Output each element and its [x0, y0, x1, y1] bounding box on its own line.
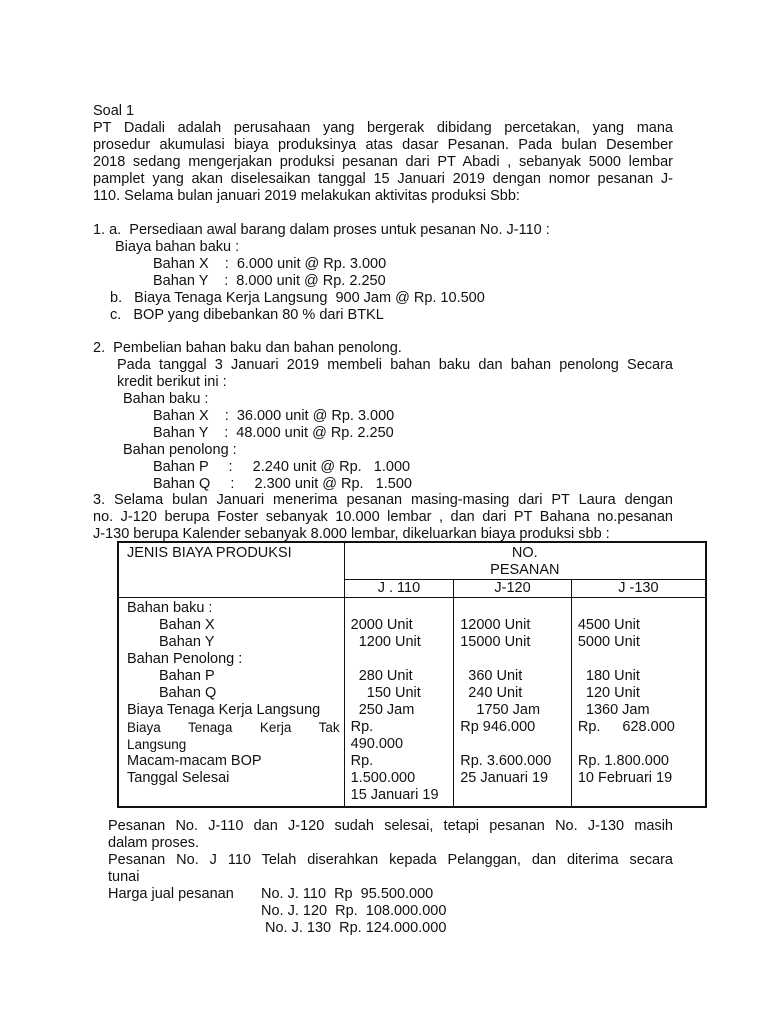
values-j120 [454, 598, 572, 808]
j120-bahan-y: 15000 Unit [460, 634, 531, 650]
item2-p2: kredit berikut ini : [117, 374, 227, 390]
j130-bahan-y: 5000 Unit [577, 634, 640, 650]
j110-bahan-p: 280 Unit [350, 668, 413, 684]
j110-btkl: 250 Jam [350, 702, 415, 718]
j120-bop: Rp. 3.600.000 [460, 753, 552, 769]
footer-note-1b: dalam proses. [108, 835, 200, 851]
item2-penolong: Bahan penolong : [123, 442, 237, 458]
j110-bahan-y: 1200 Unit [350, 634, 421, 650]
harga-jual-label: Harga jual pesanan [108, 886, 234, 902]
j130-btktl [578, 719, 701, 736]
item1-a: 1. a. Persediaan awal barang dalam proses untuk pesanan No. J-110 : [93, 222, 550, 238]
j110-bahan-q: 150 Unit [350, 685, 421, 701]
footer-note-1a: Pesanan No. J-110 dan J-120 sudah selesai, tetapi pesanan No. J-130 masih [108, 818, 673, 834]
j130-tanggal: 10 Februari 19 [577, 770, 673, 786]
j130-bahan-q: 120 Unit [577, 685, 640, 701]
item3-line-1: 3. Selama bulan Januari menerima pesanan masing-masing dari PT Laura dengan [93, 492, 673, 508]
intro-line-1: PT Dadali adalah perusahaan yang bergerak dibidang percetakan, yang mana [93, 120, 673, 136]
j110-btktl-value: 490.000 [350, 736, 404, 752]
values-j130 [571, 598, 706, 808]
j110-bahan-x: 2000 Unit [350, 617, 413, 633]
row-labels [118, 598, 344, 808]
j110-bop-rp: Rp. [350, 753, 374, 769]
row-bahan-baku: Bahan baku : [127, 600, 213, 616]
intro-line-5: 110. Selama bulan januari 2019 melakukan aktivitas produksi Sbb: [93, 188, 520, 204]
j120-btkl: 1750 Jam [460, 702, 541, 718]
item1-bahan-y: Bahan Y : 8.000 unit @ Rp. 2.250 [153, 273, 386, 289]
row-bahan-q: Bahan Q [159, 685, 217, 701]
item1-bahan-x: Bahan X : 6.000 unit @ Rp. 3.000 [153, 256, 387, 272]
item2-bahan-q: Bahan Q : 2.300 unit @ Rp. 1.500 [153, 476, 412, 492]
row-btktl-text: Biaya Tenaga Kerja Tak [127, 720, 340, 735]
footer-note-2a: Pesanan No. J 110 Telah diserahkan kepada Pelanggan, dan diterima secara [108, 852, 673, 868]
doc-title: Soal 1 [93, 103, 135, 119]
j110-bop-value: 1.500.000 [350, 770, 416, 786]
row-btktl-2: Langsung [127, 737, 187, 752]
j130-bahan-x: 4500 Unit [577, 617, 640, 633]
j120-bahan-q: 240 Unit [460, 685, 523, 701]
j130-btkl: 1360 Jam [577, 702, 650, 718]
item1-bahan-baku: Biaya bahan baku : [115, 239, 240, 255]
col-j130: J -130 [571, 580, 706, 598]
item2-bahan-x: Bahan X : 36.000 unit @ Rp. 3.000 [153, 408, 395, 424]
item1-b: b. Biaya Tenaga Kerja Langsung 900 Jam @ Rp. 10.500 [110, 290, 485, 306]
j110-tanggal: 15 Januari 19 [350, 787, 439, 803]
intro-line-3: 2018 sedang mengerjakan produksi pesanan dari PT Abadi , sebanyak 5000 lembar [93, 154, 673, 170]
j120-tanggal: 25 Januari 19 [460, 770, 549, 786]
j130-bahan-p: 180 Unit [577, 668, 640, 684]
col-j120: J-120 [454, 580, 572, 598]
item2-head: 2. Pembelian bahan baku dan bahan penolong. [93, 340, 402, 356]
item2-bahan-p: Bahan P : 2.240 unit @ Rp. 1.000 [153, 459, 411, 475]
intro-line-2: prosedur akumulasi biaya produksinya atas dasar Pesanan. Pada bulan Desember [93, 137, 673, 153]
footer-note-2b: tunai [108, 869, 140, 885]
row-btkl: Biaya Tenaga Kerja Langsung [127, 702, 321, 718]
j120-bahan-x: 12000 Unit [460, 617, 531, 633]
j130-bop: Rp. 1.800.000 [577, 753, 669, 769]
row-tanggal: Tanggal Selesai [127, 770, 230, 786]
row-bahan-p: Bahan P [159, 668, 215, 684]
header-jenis-biaya [118, 542, 344, 598]
j120-btktl: Rp 946.000 [460, 719, 536, 735]
harga-j110: No. J. 110 Rp 95.500.000 [261, 886, 434, 902]
j130-btktl-rp: Rp. [577, 719, 601, 735]
col-j110: J . 110 [344, 580, 454, 598]
item2-bahan-y: Bahan Y : 48.000 unit @ Rp. 2.250 [153, 425, 394, 441]
item2-p1: Pada tanggal 3 Januari 2019 membeli bahan baku dan bahan penolong Secara [117, 357, 673, 373]
values-j110 [344, 598, 454, 808]
row-bahan-y: Bahan Y [159, 634, 215, 650]
header-no-label: NO. [511, 545, 538, 561]
j120-bahan-p: 360 Unit [460, 668, 523, 684]
item1-c: c. BOP yang dibebankan 80 % dari BTKL [110, 307, 384, 323]
header-pesanan-label: PESANAN [490, 562, 560, 578]
production-cost-table [117, 541, 707, 808]
intro-line-4: pamplet yang akan diselesaikan tanggal 15 Januari 2019 dengan nomor pesanan J- [93, 171, 673, 187]
j110-btktl-rp: Rp. [350, 719, 374, 735]
row-btktl-1 [127, 719, 340, 736]
harga-j130: No. J. 130 Rp. 124.000.000 [265, 920, 447, 936]
harga-j120: No. J. 120 Rp. 108.000.000 [261, 903, 447, 919]
header-no-pesanan [344, 542, 706, 580]
row-bahan-penolong: Bahan Penolong : [127, 651, 243, 667]
j130-btktl-value: 628.000 [622, 719, 675, 735]
row-bahan-x: Bahan X [159, 617, 215, 633]
item3-line-2: no. J-120 berupa Foster sebanyak 10.000 lembar , dan dari PT Bahana no.pesanan [93, 509, 673, 525]
row-bop: Macam-macam BOP [127, 753, 262, 769]
item3-line-3: J-130 berupa Kalender sebanyak 8.000 lembar, dikeluarkan biaya produksi sbb : [93, 526, 610, 542]
item2-bahan-baku: Bahan baku : [123, 391, 209, 407]
header-jenis-biaya-label: JENIS BIAYA PRODUKSI [127, 545, 292, 561]
